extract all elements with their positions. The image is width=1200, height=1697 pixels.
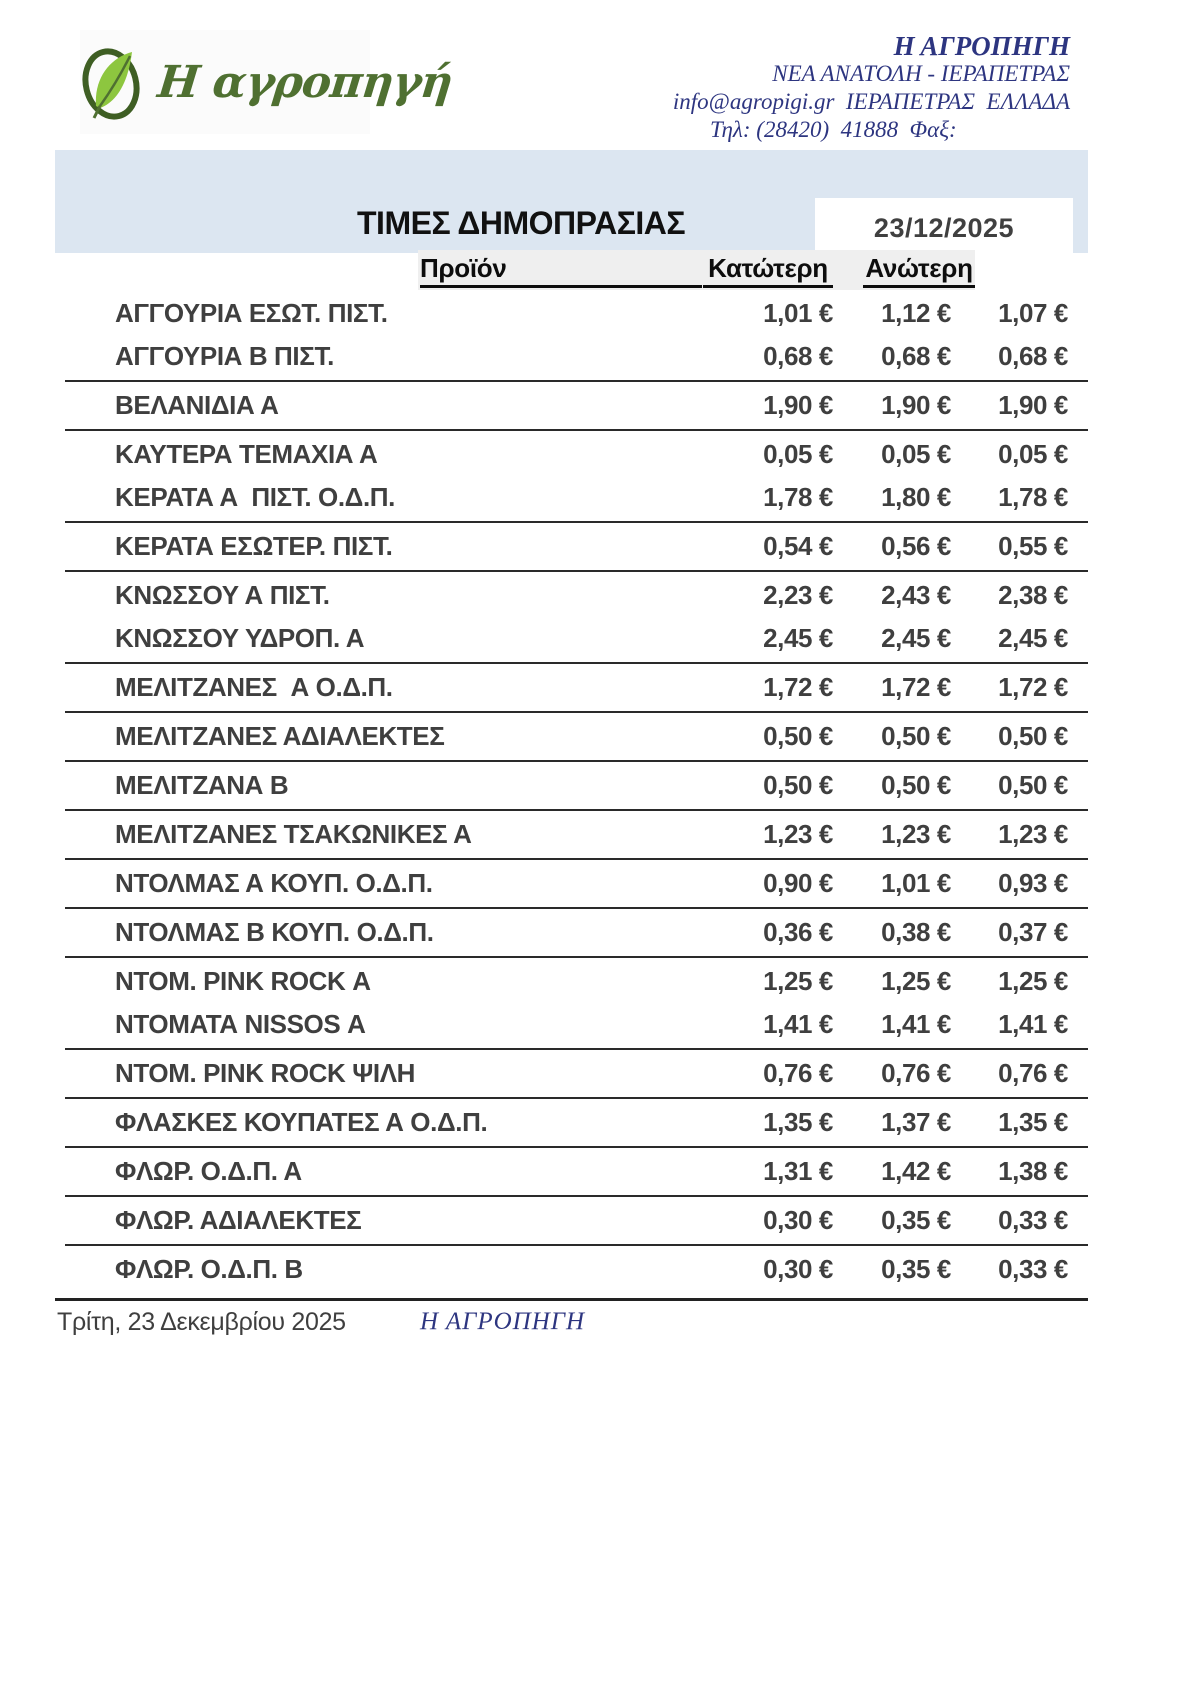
lower-price-cell: 1,35 € — [763, 1107, 833, 1137]
table-row — [65, 1052, 1088, 1095]
footer-company: Η ΑΓΡΟΠΗΓΗ — [420, 1308, 586, 1335]
price-table-body — [65, 292, 1088, 1291]
upper-price-cell: 1,12 € — [881, 298, 951, 328]
lower-price-cell: 0,05 € — [763, 439, 833, 469]
upper-price-cell: 1,42 € — [881, 1156, 951, 1186]
lower-price-cell: 1,72 € — [763, 672, 833, 702]
product-cell: ΦΛΩΡ. Ο.Δ.Π. Β — [115, 1254, 303, 1284]
product-cell: ΝΤΟΜΑΤΑ NISSOS Α — [115, 1009, 366, 1039]
table-row — [65, 862, 1088, 905]
product-cell: ΒΕΛΑΝΙΔΙΑ Α — [115, 390, 279, 420]
lower-price-cell: 0,76 € — [763, 1058, 833, 1088]
letterhead-address: ΝΕΑ ΑΝΑΤΟΛΗ - ΙΕΡΑΠΕΤΡΑΣ — [772, 61, 1070, 86]
avg-price-cell: 0,50 € — [998, 770, 1068, 800]
lower-price-cell: 0,30 € — [763, 1254, 833, 1284]
lower-price-cell: 2,23 € — [763, 580, 833, 610]
avg-price-cell: 2,38 € — [998, 580, 1068, 610]
header-upper-price: Ανώτερη — [863, 252, 975, 288]
row-separator — [65, 858, 1088, 860]
lower-price-cell: 1,01 € — [763, 298, 833, 328]
upper-price-cell: 1,37 € — [881, 1107, 951, 1137]
avg-price-cell: 0,55 € — [998, 531, 1068, 561]
table-row — [65, 1003, 1088, 1046]
upper-price-cell: 0,05 € — [881, 439, 951, 469]
avg-price-cell: 1,72 € — [998, 672, 1068, 702]
avg-price-cell: 0,93 € — [998, 868, 1068, 898]
lower-price-cell: 1,41 € — [763, 1009, 833, 1039]
avg-price-cell: 0,33 € — [998, 1254, 1068, 1284]
product-cell: ΦΛΩΡ. ΑΔΙΑΛΕΚΤΕΣ — [115, 1205, 362, 1235]
row-separator — [65, 956, 1088, 958]
avg-price-cell: 1,78 € — [998, 482, 1068, 512]
upper-price-cell: 1,01 € — [881, 868, 951, 898]
upper-price-cell: 0,68 € — [881, 341, 951, 371]
row-separator — [65, 907, 1088, 909]
upper-price-cell: 0,35 € — [881, 1254, 951, 1284]
footer-date: Τρίτη, 23 Δεκεμβρίου 2025 — [57, 1308, 346, 1336]
page-title: ΤΙΜΕΣ ΔΗΜΟΠΡΑΣΙΑΣ — [357, 205, 686, 241]
table-row — [65, 384, 1088, 427]
product-cell: ΚΝΩΣΣΟΥ ΥΔΡΟΠ. Α — [115, 623, 365, 653]
avg-price-cell: 0,76 € — [998, 1058, 1068, 1088]
table-row — [65, 525, 1088, 568]
product-cell: ΚΝΩΣΣΟΥ Α ΠΙΣΤ. — [115, 580, 330, 610]
lower-price-cell: 0,68 € — [763, 341, 833, 371]
lower-price-cell: 1,25 € — [763, 966, 833, 996]
letterhead-phone: Τηλ: (28420) 41888 Φαξ: — [710, 117, 957, 142]
header-lower-price: Κατώτερη — [703, 252, 833, 288]
product-cell: ΝΤΟΛΜΑΣ Β ΚΟΥΠ. Ο.Δ.Π. — [115, 917, 434, 947]
upper-price-cell: 1,72 € — [881, 672, 951, 702]
table-row — [65, 433, 1088, 476]
upper-price-cell: 0,38 € — [881, 917, 951, 947]
row-separator — [65, 1048, 1088, 1050]
letterhead-contact: info@agropigi.gr ΙΕΡΑΠΕΤΡΑΣ ΕΛΛΑΔΑ — [672, 89, 1070, 114]
table-row — [65, 335, 1088, 378]
product-cell: ΜΕΛΙΤΖΑΝΕΣ ΑΔΙΑΛΕΚΤΕΣ — [115, 721, 445, 751]
row-separator — [65, 809, 1088, 811]
table-row — [65, 1101, 1088, 1144]
table-row — [65, 1150, 1088, 1193]
letterhead — [610, 32, 1070, 144]
lower-price-cell: 0,90 € — [763, 868, 833, 898]
avg-price-cell: 0,05 € — [998, 439, 1068, 469]
upper-price-cell: 2,43 € — [881, 580, 951, 610]
letterhead-company: Η ΑΓΡΟΠΗΓΗ — [893, 31, 1070, 61]
lower-price-cell: 0,36 € — [763, 917, 833, 947]
row-separator — [65, 570, 1088, 572]
upper-price-cell: 0,76 € — [881, 1058, 951, 1088]
upper-price-cell: 1,41 € — [881, 1009, 951, 1039]
table-row — [65, 292, 1088, 335]
avg-price-cell: 1,38 € — [998, 1156, 1068, 1186]
table-row — [65, 666, 1088, 709]
row-separator — [65, 662, 1088, 664]
avg-price-cell: 1,41 € — [998, 1009, 1068, 1039]
lower-price-cell: 1,23 € — [763, 819, 833, 849]
upper-price-cell: 1,80 € — [881, 482, 951, 512]
avg-price-cell: 2,45 € — [998, 623, 1068, 653]
lower-price-cell: 1,78 € — [763, 482, 833, 512]
lower-price-cell: 0,50 € — [763, 770, 833, 800]
product-cell: ΜΕΛΙΤΖΑΝΕΣ ΤΣΑΚΩΝΙΚΕΣ Α — [115, 819, 472, 849]
table-row — [65, 911, 1088, 954]
brand-logo — [80, 30, 455, 134]
row-separator — [65, 521, 1088, 523]
lower-price-cell: 0,54 € — [763, 531, 833, 561]
lower-price-cell: 1,31 € — [763, 1156, 833, 1186]
row-separator — [65, 760, 1088, 762]
avg-price-cell: 0,37 € — [998, 917, 1068, 947]
footer-rule — [55, 1298, 1088, 1301]
upper-price-cell: 0,50 € — [881, 770, 951, 800]
product-cell: ΚΕΡΑΤΑ Α ΠΙΣΤ. Ο.Δ.Π. — [115, 482, 395, 512]
product-cell: ΚΕΡΑΤΑ ΕΣΩΤΕΡ. ΠΙΣΤ. — [115, 531, 393, 561]
row-separator — [65, 1097, 1088, 1099]
upper-price-cell: 2,45 € — [881, 623, 951, 653]
row-separator — [65, 711, 1088, 713]
avg-price-cell: 0,68 € — [998, 341, 1068, 371]
lower-price-cell: 0,50 € — [763, 721, 833, 751]
table-row — [65, 574, 1088, 617]
row-separator — [65, 1195, 1088, 1197]
lower-price-cell: 0,30 € — [763, 1205, 833, 1235]
product-cell: ΚΑΥΤΕΡΑ ΤΕΜΑΧΙΑ Α — [115, 439, 378, 469]
table-row — [65, 1199, 1088, 1242]
avg-price-cell: 1,90 € — [998, 390, 1068, 420]
row-separator — [65, 1244, 1088, 1246]
avg-price-cell: 0,50 € — [998, 721, 1068, 751]
table-row — [65, 617, 1088, 660]
product-cell: ΜΕΛΙΤΖΑΝΑ Β — [115, 770, 289, 800]
auction-date: 23/12/2025 — [873, 212, 1015, 243]
upper-price-cell: 0,35 € — [881, 1205, 951, 1235]
leaf-in-circle-icon — [80, 40, 144, 124]
product-cell: ΝΤΟΛΜΑΣ Α ΚΟΥΠ. Ο.Δ.Π. — [115, 868, 433, 898]
upper-price-cell: 1,25 € — [881, 966, 951, 996]
row-separator — [65, 380, 1088, 382]
table-row — [65, 813, 1088, 856]
product-cell: ΑΓΓΟΥΡΙΑ ΕΣΩΤ. ΠΙΣΤ. — [115, 298, 388, 328]
row-separator — [65, 1146, 1088, 1148]
row-separator — [65, 429, 1088, 431]
lower-price-cell: 2,45 € — [763, 623, 833, 653]
date-box — [815, 198, 1073, 258]
table-row — [65, 476, 1088, 519]
product-cell: ΜΕΛΙΤΖΑΝΕΣ Α Ο.Δ.Π. — [115, 672, 393, 702]
upper-price-cell: 1,90 € — [881, 390, 951, 420]
lower-price-cell: 1,90 € — [763, 390, 833, 420]
product-cell: ΦΛΑΣΚΕΣ ΚΟΥΠΑΤΕΣ Α Ο.Δ.Π. — [115, 1107, 488, 1137]
product-cell: ΦΛΩΡ. Ο.Δ.Π. Α — [115, 1156, 302, 1186]
avg-price-cell: 0,33 € — [998, 1205, 1068, 1235]
avg-price-cell: 1,35 € — [998, 1107, 1068, 1137]
table-row — [65, 764, 1088, 807]
product-cell: ΑΓΓΟΥΡΙΑ Β ΠΙΣΤ. — [115, 341, 334, 371]
upper-price-cell: 0,50 € — [881, 721, 951, 751]
avg-price-cell: 1,25 € — [998, 966, 1068, 996]
avg-price-cell: 1,07 € — [998, 298, 1068, 328]
header-product: Προϊόν — [420, 252, 702, 288]
product-cell: ΝΤΟΜ. PINK ROCK Α — [115, 966, 371, 996]
brand-script-text: Η αγροπηγή — [155, 56, 455, 108]
product-cell: ΝΤΟΜ. PINK ROCK ΨΙΛΗ — [115, 1058, 416, 1088]
avg-price-cell: 1,23 € — [998, 819, 1068, 849]
table-row — [65, 960, 1088, 1003]
upper-price-cell: 1,23 € — [881, 819, 951, 849]
upper-price-cell: 0,56 € — [881, 531, 951, 561]
table-row — [65, 1248, 1088, 1291]
table-row — [65, 715, 1088, 758]
